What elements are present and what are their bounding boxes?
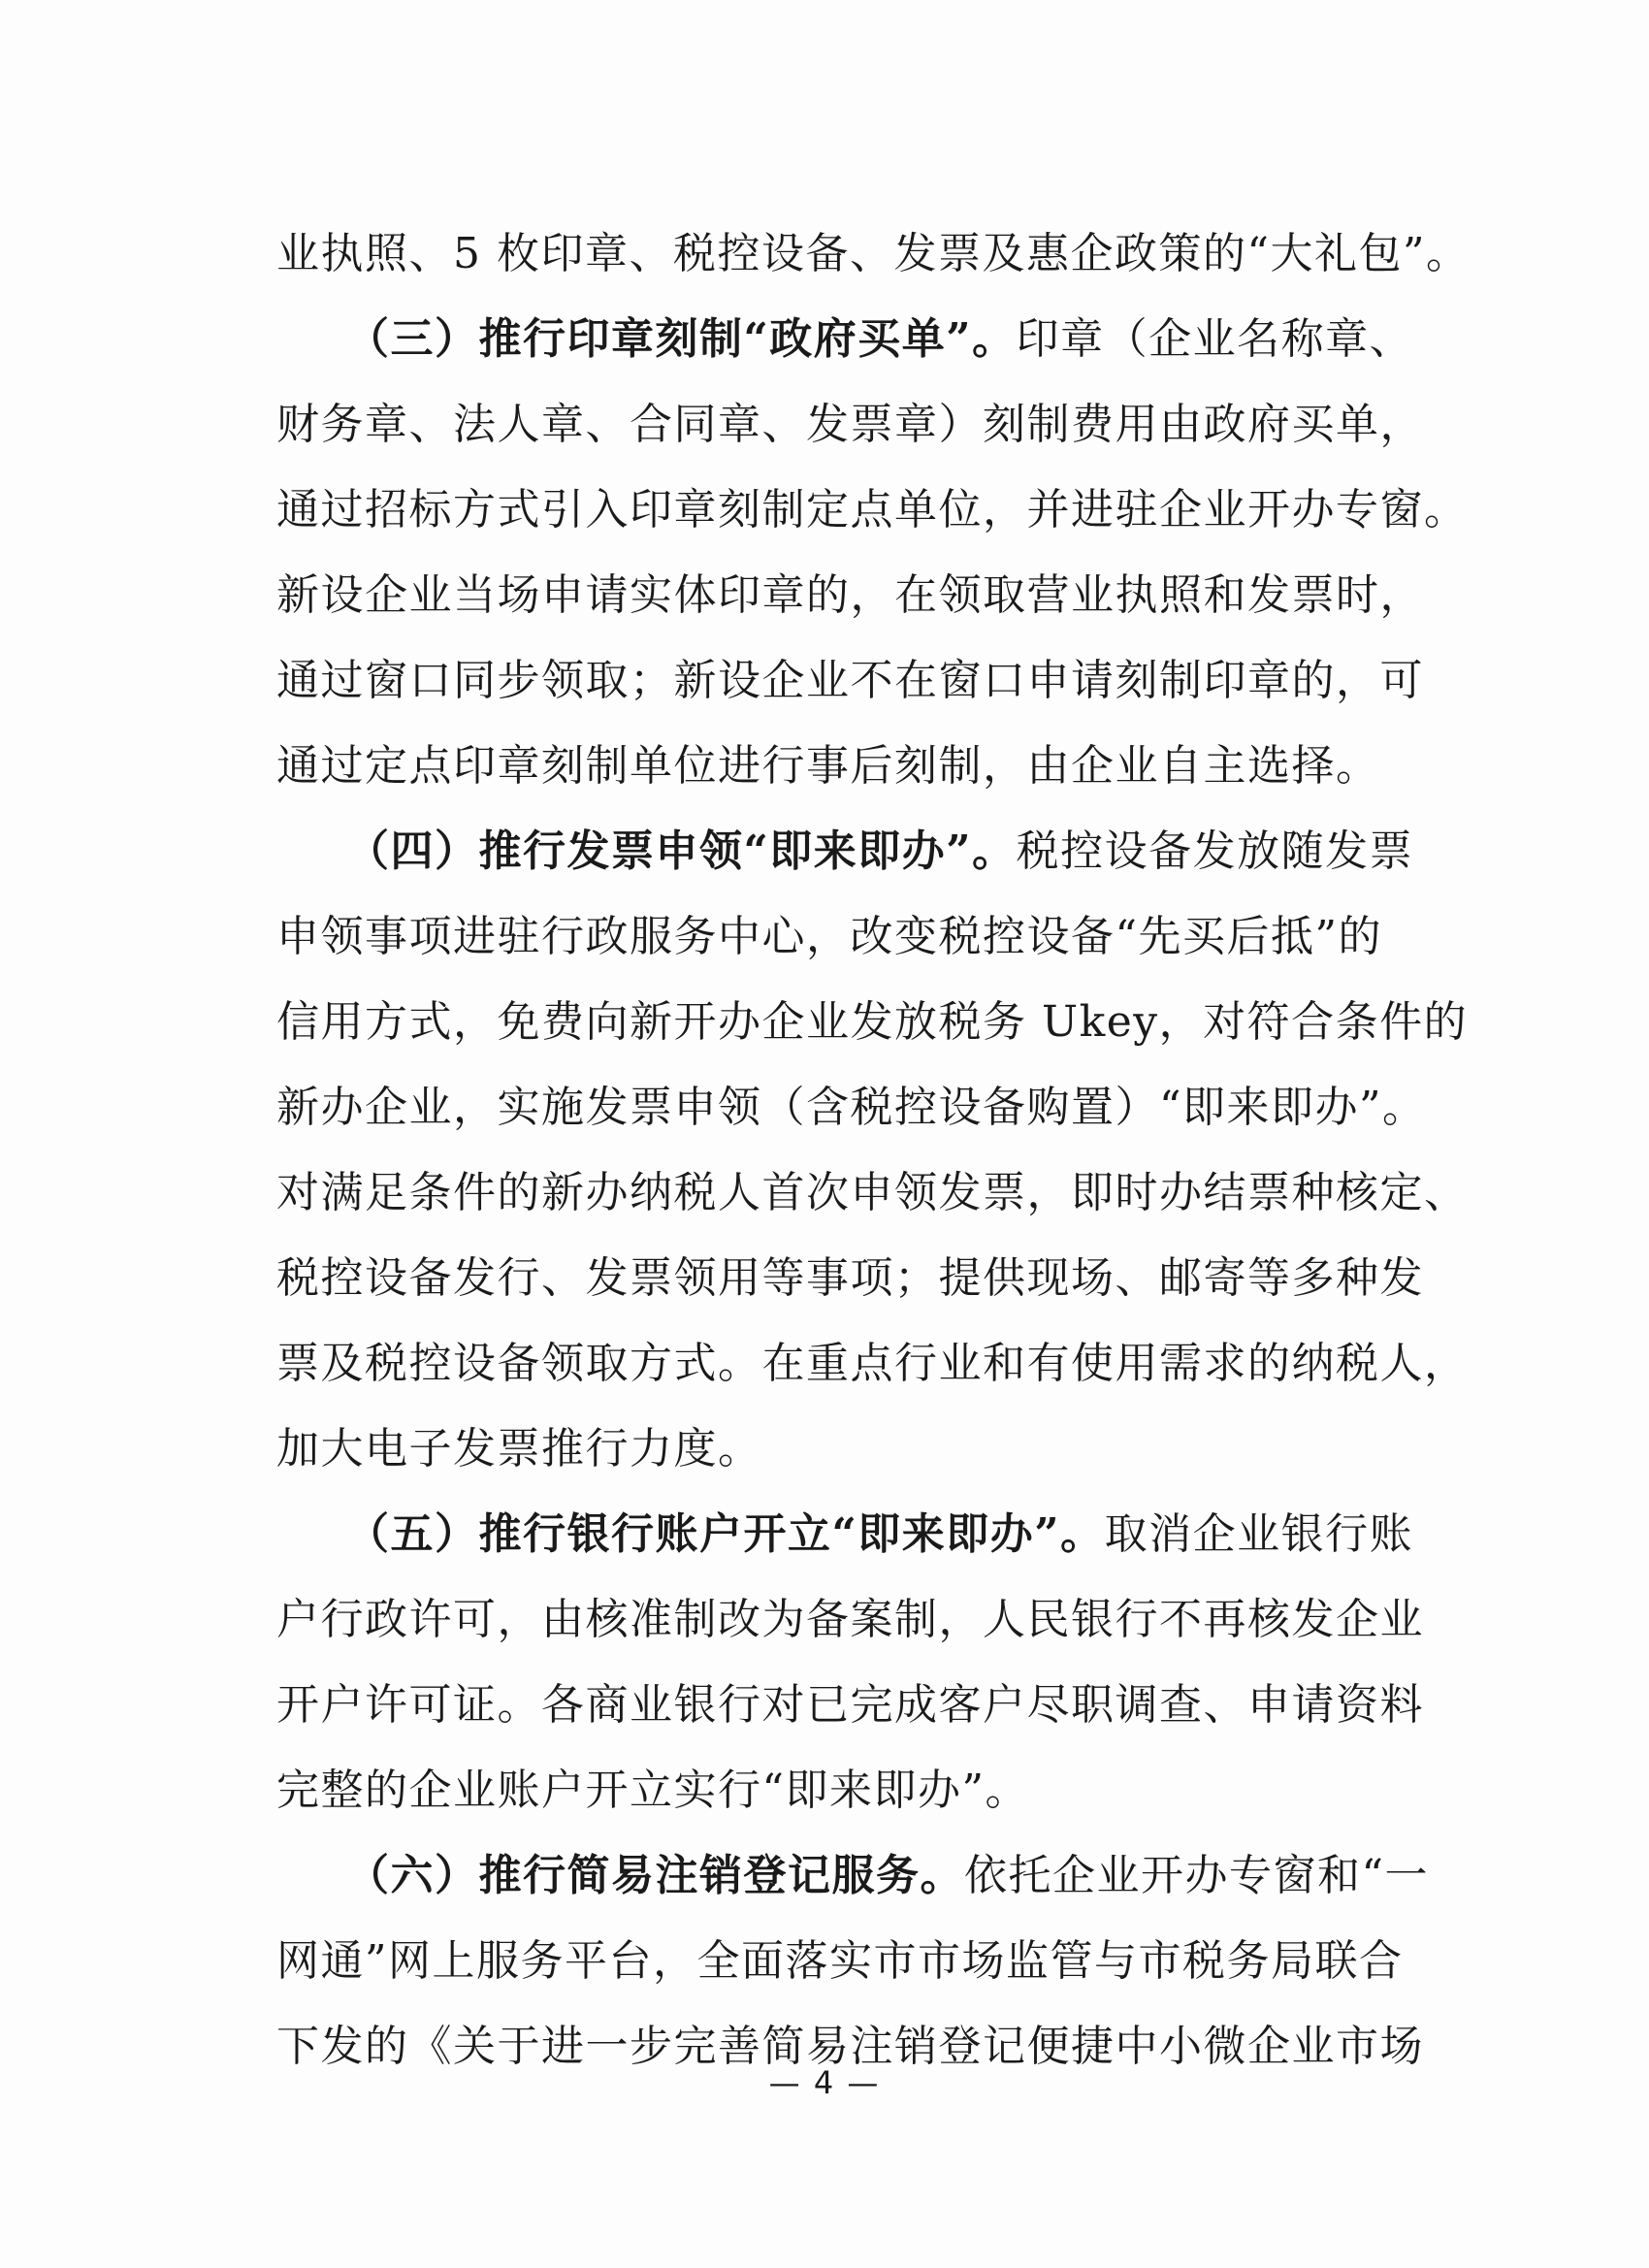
line-text: 对满足条件的新办纳税人首次申领发票，即时办结票种核定、 xyxy=(276,1168,1469,1217)
line-text: 开户许可证。各商业银行对已完成客户尽职调查、申请资料 xyxy=(276,1680,1424,1730)
section-3-heading: （三）推行印章刻制“政府买单”。 xyxy=(346,314,1017,364)
line-text: 印章（企业名称章、 xyxy=(1016,314,1414,364)
line-text: 财务章、法人章、合同章、发票章）刻制费用由政府买单， xyxy=(276,400,1424,449)
line-text: 户行政许可，由核准制改为备案制，人民银行不再核发企业 xyxy=(276,1595,1424,1644)
text-line xyxy=(276,993,1468,1052)
line-text: 业执照、5 枚印章、税控设备、发票及惠企政策的“大礼包”。 xyxy=(276,229,1471,278)
text-line xyxy=(276,1676,1424,1734)
text-line xyxy=(276,1591,1424,1649)
section-5-heading: （五）推行银行账户开立“即来即办”。 xyxy=(346,1509,1105,1559)
text-line xyxy=(276,1079,1427,1137)
line-text: 通过定点印章刻制单位进行事后刻制，由企业自主选择。 xyxy=(276,741,1380,791)
line-text: 新设企业当场申请实体印章的，在领取营业执照和发票时， xyxy=(276,570,1424,620)
line-text: 票及税控设备领取方式。在重点行业和有使用需求的纳税人， xyxy=(276,1339,1469,1388)
line-text: 通过窗口同步领取；新设企业不在窗口申请刻制印章的，可 xyxy=(276,656,1424,705)
text-line xyxy=(276,1249,1424,1308)
line-text: 新办企业，实施发票申领（含税控设备购置）“即来即办”。 xyxy=(276,1083,1427,1132)
section-4-heading: （四）推行发票申领“即来即办”。 xyxy=(346,826,1017,876)
line-text: 完整的企业账户开立实行“即来即办”。 xyxy=(276,1766,1029,1815)
text-line xyxy=(276,1932,1404,1991)
text-line xyxy=(276,1762,1029,1820)
line-text: 网通”网上服务平台，全面落实市市场监管与市税务局联合 xyxy=(276,1936,1404,1986)
text-line xyxy=(276,652,1424,710)
line-text: 申领事项进驻行政服务中心，改变税控设备“先买后抵”的 xyxy=(276,912,1382,961)
text-line xyxy=(276,1335,1469,1393)
section-3-heading-line xyxy=(346,310,1413,369)
line-text: 依托企业开办专窗和“一 xyxy=(964,1851,1429,1900)
section-6-heading-line xyxy=(346,1847,1429,1905)
section-5-heading-line xyxy=(346,1506,1413,1564)
text-line xyxy=(276,1164,1469,1222)
line-text: 通过招标方式引入印章刻制定点单位，并进驻企业开办专窗。 xyxy=(276,485,1469,535)
line-text: 取消企业银行账 xyxy=(1104,1509,1414,1559)
text-line xyxy=(276,908,1382,966)
text-line xyxy=(276,1420,762,1478)
text-line xyxy=(276,567,1424,625)
text-line xyxy=(276,225,1470,283)
text-line xyxy=(276,737,1380,795)
line-text: 加大电子发票推行力度。 xyxy=(276,1424,762,1474)
section-4-heading-line xyxy=(346,823,1413,881)
line-text: 税控设备发放随发票 xyxy=(1016,826,1414,876)
text-line xyxy=(276,481,1469,539)
page-number: — 4 — xyxy=(768,2064,881,2101)
text-line xyxy=(276,396,1424,454)
line-text: 信用方式，免费向新开办企业发放税务 Ukey，对符合条件的 xyxy=(276,997,1469,1047)
line-text: 税控设备发行、发票领用等事项；提供现场、邮寄等多种发 xyxy=(276,1253,1424,1303)
section-6-heading: （六）推行简易注销登记服务。 xyxy=(346,1851,964,1900)
line-text: 下发的《关于进一步完善简易注销登记便捷中小微企业市场 xyxy=(276,2022,1424,2071)
